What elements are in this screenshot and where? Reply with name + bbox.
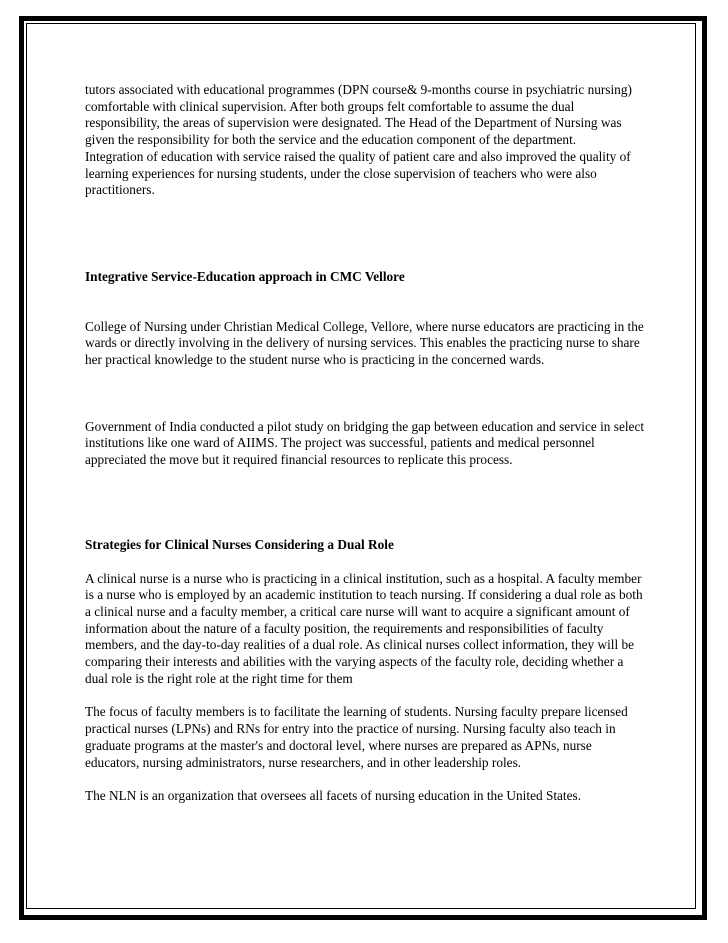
paragraph-integration: Integration of education with service raised the quality of patient care and also improved the quality of learning experiences for nursing students, under the close supervision of teachers who were also practitioners. <box>85 148 631 198</box>
spacer <box>85 554 645 571</box>
spacer <box>85 369 645 419</box>
spacer <box>85 199 645 269</box>
paragraph-clinical-nurse: A clinical nurse is a nurse who is practicing in a clinical institution, such as a hospital. A faculty member is a nurse who is employed by an academic institution to teach nursing. If considering a dual role as both a clinical nurse and a faculty member, a critical care nurse will want to acquire a significant amount of information about the nature of a faculty position, the requirements and responsibilities of faculty members, and the day-to-day realities of a dual role. As clinical nurses collect information, they will be comparing their interests and abilities with the varying aspects of the faculty role, deciding whether a dual role is the right role at the right time for them <box>85 570 643 686</box>
paragraph-government-of-india: Government of India conducted a pilot study on bridging the gap between education and service in select institutions like one ward of AIIMS. The project was successful, patients and medical personnel appreciated the move but it required financial resources to replicate this process. <box>85 418 645 468</box>
paragraph-tutors: tutors associated with educational programmes (DPN course& 9-months course in psychiatric nursing) comfortable with clinical supervision. After both groups felt comfortable to assume the dual responsibility, the areas of supervision were designated. The Head of the Department of Nursing was given the responsibility for both the service and the education component of the department. <box>85 82 632 148</box>
paragraph-college-of-nursing: College of Nursing under Christian Medical College, Vellore, where nurse educators are practicing in the wards or directly involving in the delivery of nursing services. This enables the practicing nurse to share her practical knowledge to the student nurse who is practicing in the concerned wards. <box>85 318 644 368</box>
paragraph-nln: The NLN is an organization that oversees all facets of nursing education in the United States. <box>85 788 582 804</box>
spacer <box>85 687 645 704</box>
paragraph-faculty-focus: The focus of faculty members is to facilitate the learning of students. Nursing faculty prepare licensed practical nurses (LPNs) and RNs for entry into the practice of nursing. Nursing faculty also teach in graduate programs at the master's and doctoral level, where nurses are prepared as APNs, nurse educators, nursing administrators, nurse researchers, and in other leadership roles. <box>85 704 628 770</box>
spacer <box>85 469 645 537</box>
spacer <box>85 286 645 319</box>
document-body <box>85 82 645 805</box>
heading-dual-role-strategies: Strategies for Clinical Nurses Considering a Dual Role <box>85 536 394 552</box>
spacer <box>85 771 645 788</box>
heading-cmc-vellore: Integrative Service-Education approach in CMC Vellore <box>85 268 405 284</box>
